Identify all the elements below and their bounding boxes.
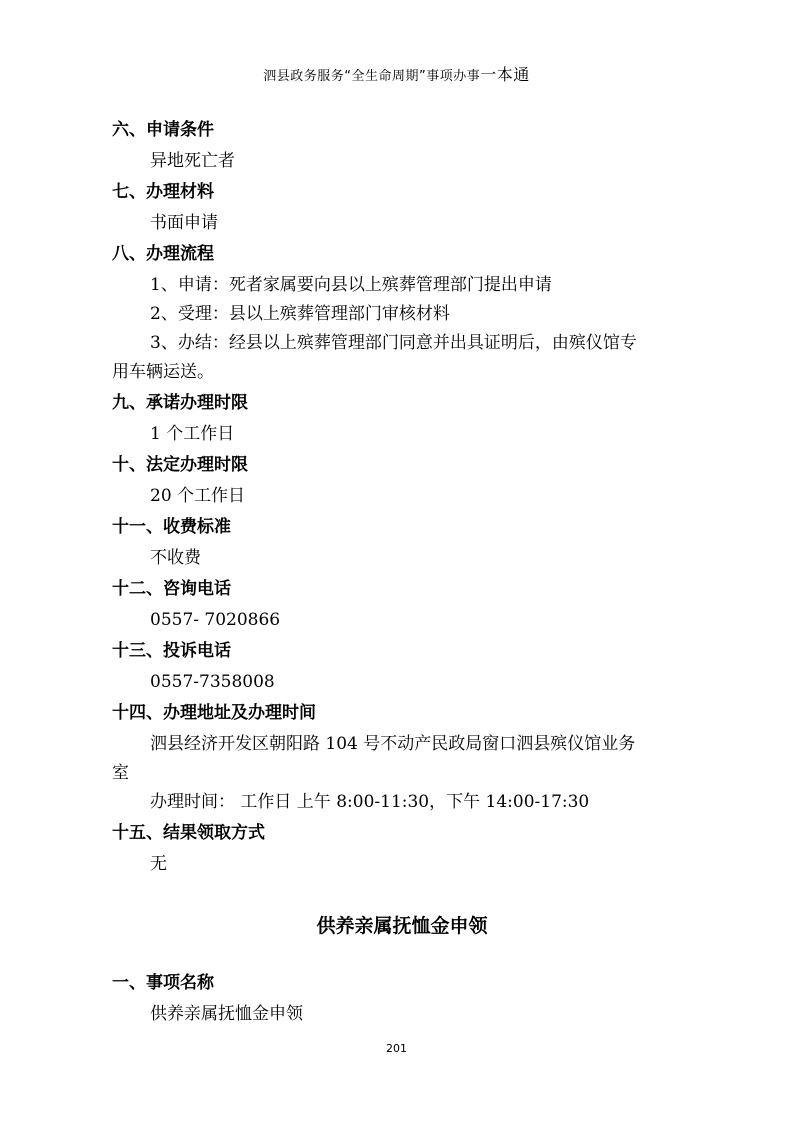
section-consultation-phone: [112, 573, 692, 635]
section-line: 1 个工作日: [150, 424, 235, 444]
section-title: 十一、收费标准: [112, 517, 231, 537]
section-process: [112, 238, 692, 387]
section-line: 泗县经济开发区朝阳路 104 号不动产民政局窗口泗县殡仪馆业务: [150, 734, 636, 754]
section-title: 十、法定办理时限: [112, 455, 248, 475]
section-line: 供养亲属抚恤金申领: [150, 1004, 303, 1024]
section-title: 七、办理材料: [112, 182, 214, 202]
section-complaint-phone: [112, 635, 692, 697]
section-title: 一、事项名称: [112, 973, 214, 993]
section-line: 0557-7358008: [150, 672, 275, 692]
section-title: 十五、结果领取方式: [112, 823, 265, 843]
section-line: 2、受理：县以上殡葬管理部门审核材料: [150, 304, 450, 324]
section-title: 八、办理流程: [112, 244, 214, 264]
header-text: 泗县政务服务“全生命周期”事项办事: [263, 69, 481, 84]
section-application-conditions: [112, 114, 692, 176]
document-body: [112, 114, 692, 1029]
document-title: 供养亲属抚恤金申领: [316, 915, 488, 937]
section-legal-time-limit: [112, 449, 692, 511]
section-title: 十四、办理地址及办理时间: [112, 703, 316, 723]
section-title: 六、申请条件: [112, 120, 214, 140]
section-title: 十三、投诉电话: [112, 641, 231, 661]
section-line: 1、申请：死者家属要向县以上殡葬管理部门提出申请: [150, 275, 552, 295]
section-line: 0557- 7020866: [150, 610, 281, 630]
section-line: 3、办结：经县以上殡葬管理部门同意并出具证明后，由殡仪馆专: [150, 333, 637, 353]
section-fee-standard: [112, 511, 692, 573]
section-line: 用车辆运送。: [112, 362, 214, 382]
page-header: [0, 62, 793, 85]
section-title: 九、承诺办理时限: [112, 393, 248, 413]
section-promised-time-limit: [112, 387, 692, 449]
section-address-and-hours: [112, 697, 692, 817]
section-line: 异地死亡者: [150, 151, 235, 171]
section-line: 不收费: [150, 548, 201, 568]
section-title: 十二、咨询电话: [112, 579, 231, 599]
section-line: 办理时间： 工作日 上午 8:00-11:30，下午 14:00-17:30: [150, 792, 590, 812]
section-item-name: [112, 967, 692, 1029]
section-result-collection: [112, 817, 692, 879]
header-text-large: 一本通: [480, 65, 530, 84]
section-line: 书面申请: [150, 213, 218, 233]
section-line: 室: [112, 763, 129, 783]
section-line: 20 个工作日: [150, 486, 246, 506]
section-line: 无: [150, 854, 167, 874]
section-materials: [112, 176, 692, 238]
page-number: 201: [386, 1042, 407, 1055]
